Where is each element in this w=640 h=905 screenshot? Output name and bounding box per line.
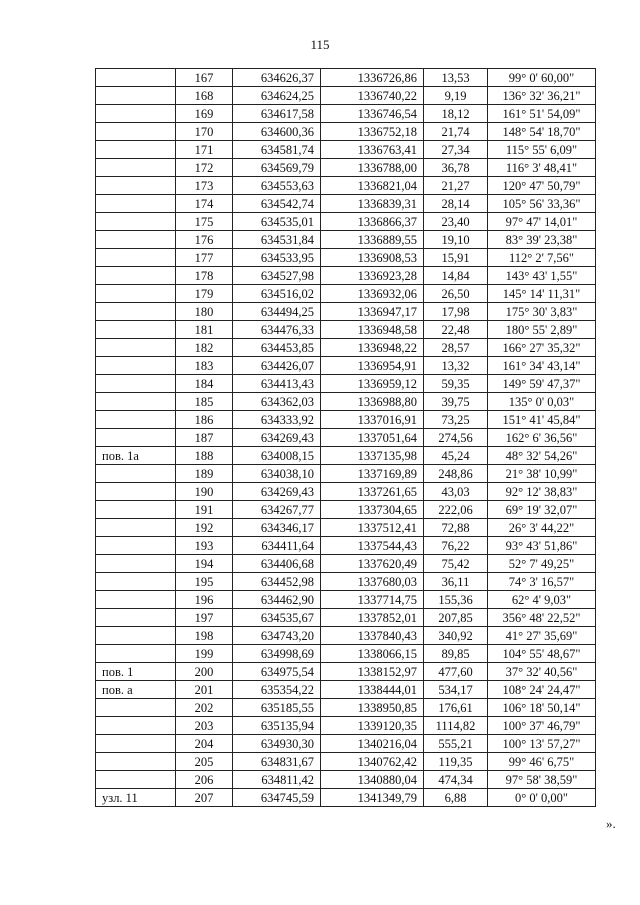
point-label-cell — [96, 177, 176, 195]
distance-cell: 6,88 — [424, 789, 488, 807]
point-label-cell — [96, 249, 176, 267]
table-row — [96, 141, 596, 159]
x-coordinate-cell: 634426,07 — [233, 357, 321, 375]
point-label-cell — [96, 231, 176, 249]
angle-cell: 26° 3' 44,22" — [488, 519, 596, 537]
point-label-cell — [96, 627, 176, 645]
x-coordinate-cell: 634516,02 — [233, 285, 321, 303]
y-coordinate-cell: 1337261,65 — [321, 483, 424, 501]
point-label-cell — [96, 609, 176, 627]
y-coordinate-cell: 1336866,37 — [321, 213, 424, 231]
angle-cell: 100° 13' 57,27" — [488, 735, 596, 753]
y-coordinate-cell: 1336726,86 — [321, 69, 424, 87]
distance-cell: 19,10 — [424, 231, 488, 249]
point-number-cell: 184 — [176, 375, 233, 393]
x-coordinate-cell: 634569,79 — [233, 159, 321, 177]
point-label-cell — [96, 339, 176, 357]
point-label-cell — [96, 357, 176, 375]
y-coordinate-cell: 1336746,54 — [321, 105, 424, 123]
y-coordinate-cell: 1336948,58 — [321, 321, 424, 339]
point-number-cell: 168 — [176, 87, 233, 105]
table-row — [96, 339, 596, 357]
angle-cell: 112° 2' 7,56" — [488, 249, 596, 267]
point-number-cell: 181 — [176, 321, 233, 339]
table-row — [96, 537, 596, 555]
point-label-cell — [96, 321, 176, 339]
table-row — [96, 717, 596, 735]
distance-cell: 59,35 — [424, 375, 488, 393]
table-row — [96, 753, 596, 771]
point-number-cell: 196 — [176, 591, 233, 609]
x-coordinate-cell: 634535,01 — [233, 213, 321, 231]
y-coordinate-cell: 1337051,64 — [321, 429, 424, 447]
y-coordinate-cell: 1340880,04 — [321, 771, 424, 789]
y-coordinate-cell: 1336740,22 — [321, 87, 424, 105]
distance-cell: 155,36 — [424, 591, 488, 609]
x-coordinate-cell: 634269,43 — [233, 483, 321, 501]
point-number-cell: 173 — [176, 177, 233, 195]
distance-cell: 36,78 — [424, 159, 488, 177]
point-number-cell: 198 — [176, 627, 233, 645]
angle-cell: 175° 30' 3,83" — [488, 303, 596, 321]
table-row — [96, 267, 596, 285]
distance-cell: 89,85 — [424, 645, 488, 663]
x-coordinate-cell: 635185,55 — [233, 699, 321, 717]
distance-cell: 477,60 — [424, 663, 488, 681]
point-label-cell — [96, 285, 176, 303]
point-number-cell: 201 — [176, 681, 233, 699]
point-number-cell: 190 — [176, 483, 233, 501]
y-coordinate-cell: 1336821,04 — [321, 177, 424, 195]
table-row — [96, 213, 596, 231]
table-row — [96, 429, 596, 447]
x-coordinate-cell: 634617,58 — [233, 105, 321, 123]
x-coordinate-cell: 634008,15 — [233, 447, 321, 465]
table-row — [96, 123, 596, 141]
angle-cell: 135° 0' 0,03" — [488, 393, 596, 411]
x-coordinate-cell: 634533,95 — [233, 249, 321, 267]
point-number-cell: 175 — [176, 213, 233, 231]
point-label-cell — [96, 429, 176, 447]
distance-cell: 274,56 — [424, 429, 488, 447]
point-label-cell — [96, 411, 176, 429]
table-row — [96, 177, 596, 195]
angle-cell: 180° 55' 2,89" — [488, 321, 596, 339]
angle-cell: 52° 7' 49,25" — [488, 555, 596, 573]
table-row — [96, 447, 596, 465]
x-coordinate-cell: 634462,90 — [233, 591, 321, 609]
table-row — [96, 303, 596, 321]
table-row — [96, 789, 596, 807]
point-number-cell: 176 — [176, 231, 233, 249]
table-row — [96, 771, 596, 789]
x-coordinate-cell: 634527,98 — [233, 267, 321, 285]
point-number-cell: 177 — [176, 249, 233, 267]
distance-cell: 222,06 — [424, 501, 488, 519]
distance-cell: 13,53 — [424, 69, 488, 87]
x-coordinate-cell: 634494,25 — [233, 303, 321, 321]
table-row — [96, 735, 596, 753]
x-coordinate-cell: 634535,67 — [233, 609, 321, 627]
angle-cell: 145° 14' 11,31" — [488, 285, 596, 303]
point-number-cell: 206 — [176, 771, 233, 789]
point-label-cell — [96, 213, 176, 231]
table-row — [96, 465, 596, 483]
y-coordinate-cell: 1338444,01 — [321, 681, 424, 699]
point-number-cell: 207 — [176, 789, 233, 807]
table-row — [96, 681, 596, 699]
table-row — [96, 411, 596, 429]
x-coordinate-cell: 634476,33 — [233, 321, 321, 339]
table-row — [96, 591, 596, 609]
point-number-cell: 179 — [176, 285, 233, 303]
distance-cell: 75,42 — [424, 555, 488, 573]
y-coordinate-cell: 1336954,91 — [321, 357, 424, 375]
table-row — [96, 159, 596, 177]
closing-quote-mark: ». — [606, 816, 616, 831]
angle-cell: 74° 3' 16,57" — [488, 573, 596, 591]
point-number-cell: 204 — [176, 735, 233, 753]
distance-cell: 9,19 — [424, 87, 488, 105]
x-coordinate-cell: 634269,43 — [233, 429, 321, 447]
y-coordinate-cell: 1338152,97 — [321, 663, 424, 681]
point-number-cell: 205 — [176, 753, 233, 771]
distance-cell: 474,34 — [424, 771, 488, 789]
y-coordinate-cell: 1339120,35 — [321, 717, 424, 735]
angle-cell: 97° 58' 38,59" — [488, 771, 596, 789]
angle-cell: 37° 32' 40,56" — [488, 663, 596, 681]
table-row — [96, 555, 596, 573]
point-label-cell — [96, 555, 176, 573]
angle-cell: 69° 19' 32,07" — [488, 501, 596, 519]
x-coordinate-cell: 634811,42 — [233, 771, 321, 789]
y-coordinate-cell: 1337840,43 — [321, 627, 424, 645]
point-number-cell: 194 — [176, 555, 233, 573]
point-label-cell: пов. а — [96, 681, 176, 699]
x-coordinate-cell: 634581,74 — [233, 141, 321, 159]
point-number-cell: 172 — [176, 159, 233, 177]
y-coordinate-cell: 1336889,55 — [321, 231, 424, 249]
table-row — [96, 627, 596, 645]
distance-cell: 21,27 — [424, 177, 488, 195]
point-number-cell: 171 — [176, 141, 233, 159]
x-coordinate-cell: 634624,25 — [233, 87, 321, 105]
y-coordinate-cell: 1336948,22 — [321, 339, 424, 357]
angle-cell: 162° 6' 36,56" — [488, 429, 596, 447]
angle-cell: 99° 0' 60,00" — [488, 69, 596, 87]
x-coordinate-cell: 634453,85 — [233, 339, 321, 357]
point-label-cell — [96, 123, 176, 141]
distance-cell: 45,24 — [424, 447, 488, 465]
y-coordinate-cell: 1336763,41 — [321, 141, 424, 159]
angle-cell: 105° 56' 33,36" — [488, 195, 596, 213]
point-label-cell — [96, 267, 176, 285]
x-coordinate-cell: 634346,17 — [233, 519, 321, 537]
angle-cell: 104° 55' 48,67" — [488, 645, 596, 663]
point-label-cell — [96, 753, 176, 771]
distance-cell: 23,40 — [424, 213, 488, 231]
y-coordinate-cell: 1337016,91 — [321, 411, 424, 429]
distance-cell: 72,88 — [424, 519, 488, 537]
y-coordinate-cell: 1336839,31 — [321, 195, 424, 213]
table-row — [96, 357, 596, 375]
angle-cell: 62° 4' 9,03" — [488, 591, 596, 609]
point-label-cell — [96, 87, 176, 105]
distance-cell: 43,03 — [424, 483, 488, 501]
point-number-cell: 178 — [176, 267, 233, 285]
angle-cell: 143° 43' 1,55" — [488, 267, 596, 285]
y-coordinate-cell: 1336932,06 — [321, 285, 424, 303]
point-number-cell: 202 — [176, 699, 233, 717]
x-coordinate-cell: 634998,69 — [233, 645, 321, 663]
distance-cell: 76,22 — [424, 537, 488, 555]
point-label-cell — [96, 483, 176, 501]
point-label-cell: узл. 11 — [96, 789, 176, 807]
distance-cell: 18,12 — [424, 105, 488, 123]
distance-cell: 21,74 — [424, 123, 488, 141]
angle-cell: 99° 46' 6,75" — [488, 753, 596, 771]
point-label-cell — [96, 699, 176, 717]
angle-cell: 97° 47' 14,01" — [488, 213, 596, 231]
angle-cell: 148° 54' 18,70" — [488, 123, 596, 141]
point-label-cell — [96, 141, 176, 159]
y-coordinate-cell: 1340762,42 — [321, 753, 424, 771]
point-number-cell: 203 — [176, 717, 233, 735]
y-coordinate-cell: 1338066,15 — [321, 645, 424, 663]
table-row — [96, 105, 596, 123]
x-coordinate-cell: 634600,36 — [233, 123, 321, 141]
y-coordinate-cell: 1337714,75 — [321, 591, 424, 609]
y-coordinate-cell: 1337544,43 — [321, 537, 424, 555]
point-label-cell — [96, 771, 176, 789]
angle-cell: 41° 27' 35,69" — [488, 627, 596, 645]
angle-cell: 0° 0' 0,00" — [488, 789, 596, 807]
angle-cell: 166° 27' 35,32" — [488, 339, 596, 357]
point-number-cell: 183 — [176, 357, 233, 375]
point-label-cell — [96, 303, 176, 321]
y-coordinate-cell: 1336788,00 — [321, 159, 424, 177]
point-number-cell: 186 — [176, 411, 233, 429]
x-coordinate-cell: 634553,63 — [233, 177, 321, 195]
point-number-cell: 188 — [176, 447, 233, 465]
x-coordinate-cell: 634975,54 — [233, 663, 321, 681]
distance-cell: 28,57 — [424, 339, 488, 357]
angle-cell: 106° 18' 50,14" — [488, 699, 596, 717]
angle-cell: 116° 3' 48,41" — [488, 159, 596, 177]
angle-cell: 356° 48' 22,52" — [488, 609, 596, 627]
y-coordinate-cell: 1336959,12 — [321, 375, 424, 393]
point-number-cell: 189 — [176, 465, 233, 483]
y-coordinate-cell: 1337852,01 — [321, 609, 424, 627]
point-label-cell — [96, 195, 176, 213]
y-coordinate-cell: 1337304,65 — [321, 501, 424, 519]
distance-cell: 28,14 — [424, 195, 488, 213]
point-label-cell — [96, 105, 176, 123]
point-label-cell — [96, 69, 176, 87]
y-coordinate-cell: 1336988,80 — [321, 393, 424, 411]
distance-cell: 1114,82 — [424, 717, 488, 735]
coordinates-table-body — [96, 69, 596, 807]
angle-cell: 21° 38' 10,99" — [488, 465, 596, 483]
x-coordinate-cell: 634831,67 — [233, 753, 321, 771]
distance-cell: 39,75 — [424, 393, 488, 411]
x-coordinate-cell: 634452,98 — [233, 573, 321, 591]
point-number-cell: 192 — [176, 519, 233, 537]
table-row — [96, 87, 596, 105]
x-coordinate-cell: 634542,74 — [233, 195, 321, 213]
y-coordinate-cell: 1337512,41 — [321, 519, 424, 537]
table-row — [96, 573, 596, 591]
y-coordinate-cell: 1341349,79 — [321, 789, 424, 807]
point-number-cell: 185 — [176, 393, 233, 411]
point-number-cell: 197 — [176, 609, 233, 627]
distance-cell: 14,84 — [424, 267, 488, 285]
point-label-cell — [96, 537, 176, 555]
y-coordinate-cell: 1340216,04 — [321, 735, 424, 753]
distance-cell: 119,35 — [424, 753, 488, 771]
table-row — [96, 483, 596, 501]
point-number-cell: 174 — [176, 195, 233, 213]
angle-cell: 48° 32' 54,26" — [488, 447, 596, 465]
page-number: 115 — [310, 37, 330, 52]
angle-cell: 136° 32' 36,21" — [488, 87, 596, 105]
distance-cell: 26,50 — [424, 285, 488, 303]
x-coordinate-cell: 634413,43 — [233, 375, 321, 393]
point-label-cell: пов. 1а — [96, 447, 176, 465]
x-coordinate-cell: 634038,10 — [233, 465, 321, 483]
point-label-cell — [96, 465, 176, 483]
distance-cell: 534,17 — [424, 681, 488, 699]
distance-cell: 27,34 — [424, 141, 488, 159]
point-label-cell — [96, 573, 176, 591]
point-label-cell — [96, 159, 176, 177]
distance-cell: 22,48 — [424, 321, 488, 339]
point-number-cell: 199 — [176, 645, 233, 663]
table-row — [96, 663, 596, 681]
y-coordinate-cell: 1337135,98 — [321, 447, 424, 465]
point-label-cell — [96, 375, 176, 393]
x-coordinate-cell: 634406,68 — [233, 555, 321, 573]
table-row — [96, 501, 596, 519]
angle-cell: 93° 43' 51,86" — [488, 537, 596, 555]
table-row — [96, 285, 596, 303]
angle-cell: 115° 55' 6,09" — [488, 141, 596, 159]
x-coordinate-cell: 634745,59 — [233, 789, 321, 807]
x-coordinate-cell: 634743,20 — [233, 627, 321, 645]
point-label-cell: пов. 1 — [96, 663, 176, 681]
point-number-cell: 187 — [176, 429, 233, 447]
point-label-cell — [96, 717, 176, 735]
angle-cell: 151° 41' 45,84" — [488, 411, 596, 429]
angle-cell: 100° 37' 46,79" — [488, 717, 596, 735]
x-coordinate-cell: 634531,84 — [233, 231, 321, 249]
table-row — [96, 195, 596, 213]
x-coordinate-cell: 634930,30 — [233, 735, 321, 753]
point-number-cell: 170 — [176, 123, 233, 141]
y-coordinate-cell: 1337680,03 — [321, 573, 424, 591]
distance-cell: 248,86 — [424, 465, 488, 483]
y-coordinate-cell: 1336923,28 — [321, 267, 424, 285]
angle-cell: 149° 59' 47,37" — [488, 375, 596, 393]
point-label-cell — [96, 519, 176, 537]
point-number-cell: 180 — [176, 303, 233, 321]
table-row — [96, 699, 596, 717]
point-number-cell: 169 — [176, 105, 233, 123]
distance-cell: 15,91 — [424, 249, 488, 267]
x-coordinate-cell: 634411,64 — [233, 537, 321, 555]
table-row — [96, 69, 596, 87]
point-number-cell: 191 — [176, 501, 233, 519]
angle-cell: 161° 51' 54,09" — [488, 105, 596, 123]
y-coordinate-cell: 1336947,17 — [321, 303, 424, 321]
distance-cell: 176,61 — [424, 699, 488, 717]
point-label-cell — [96, 645, 176, 663]
point-label-cell — [96, 735, 176, 753]
coordinates-table — [95, 68, 596, 807]
angle-cell: 83° 39' 23,38" — [488, 231, 596, 249]
x-coordinate-cell: 635354,22 — [233, 681, 321, 699]
point-label-cell — [96, 591, 176, 609]
table-row — [96, 393, 596, 411]
x-coordinate-cell: 635135,94 — [233, 717, 321, 735]
y-coordinate-cell: 1337620,49 — [321, 555, 424, 573]
table-row — [96, 609, 596, 627]
x-coordinate-cell: 634267,77 — [233, 501, 321, 519]
distance-cell: 36,11 — [424, 573, 488, 591]
table-row — [96, 519, 596, 537]
x-coordinate-cell: 634626,37 — [233, 69, 321, 87]
distance-cell: 13,32 — [424, 357, 488, 375]
table-row — [96, 231, 596, 249]
table-row — [96, 249, 596, 267]
y-coordinate-cell: 1337169,89 — [321, 465, 424, 483]
angle-cell: 161° 34' 43,14" — [488, 357, 596, 375]
angle-cell: 108° 24' 24,47" — [488, 681, 596, 699]
point-number-cell: 195 — [176, 573, 233, 591]
point-number-cell: 167 — [176, 69, 233, 87]
point-label-cell — [96, 393, 176, 411]
y-coordinate-cell: 1338950,85 — [321, 699, 424, 717]
distance-cell: 207,85 — [424, 609, 488, 627]
x-coordinate-cell: 634333,92 — [233, 411, 321, 429]
point-number-cell: 200 — [176, 663, 233, 681]
distance-cell: 17,98 — [424, 303, 488, 321]
angle-cell: 92° 12' 38,83" — [488, 483, 596, 501]
point-label-cell — [96, 501, 176, 519]
y-coordinate-cell: 1336752,18 — [321, 123, 424, 141]
table-row — [96, 375, 596, 393]
table-row — [96, 321, 596, 339]
distance-cell: 555,21 — [424, 735, 488, 753]
table-row — [96, 645, 596, 663]
point-number-cell: 182 — [176, 339, 233, 357]
x-coordinate-cell: 634362,03 — [233, 393, 321, 411]
distance-cell: 340,92 — [424, 627, 488, 645]
point-number-cell: 193 — [176, 537, 233, 555]
angle-cell: 120° 47' 50,79" — [488, 177, 596, 195]
distance-cell: 73,25 — [424, 411, 488, 429]
y-coordinate-cell: 1336908,53 — [321, 249, 424, 267]
